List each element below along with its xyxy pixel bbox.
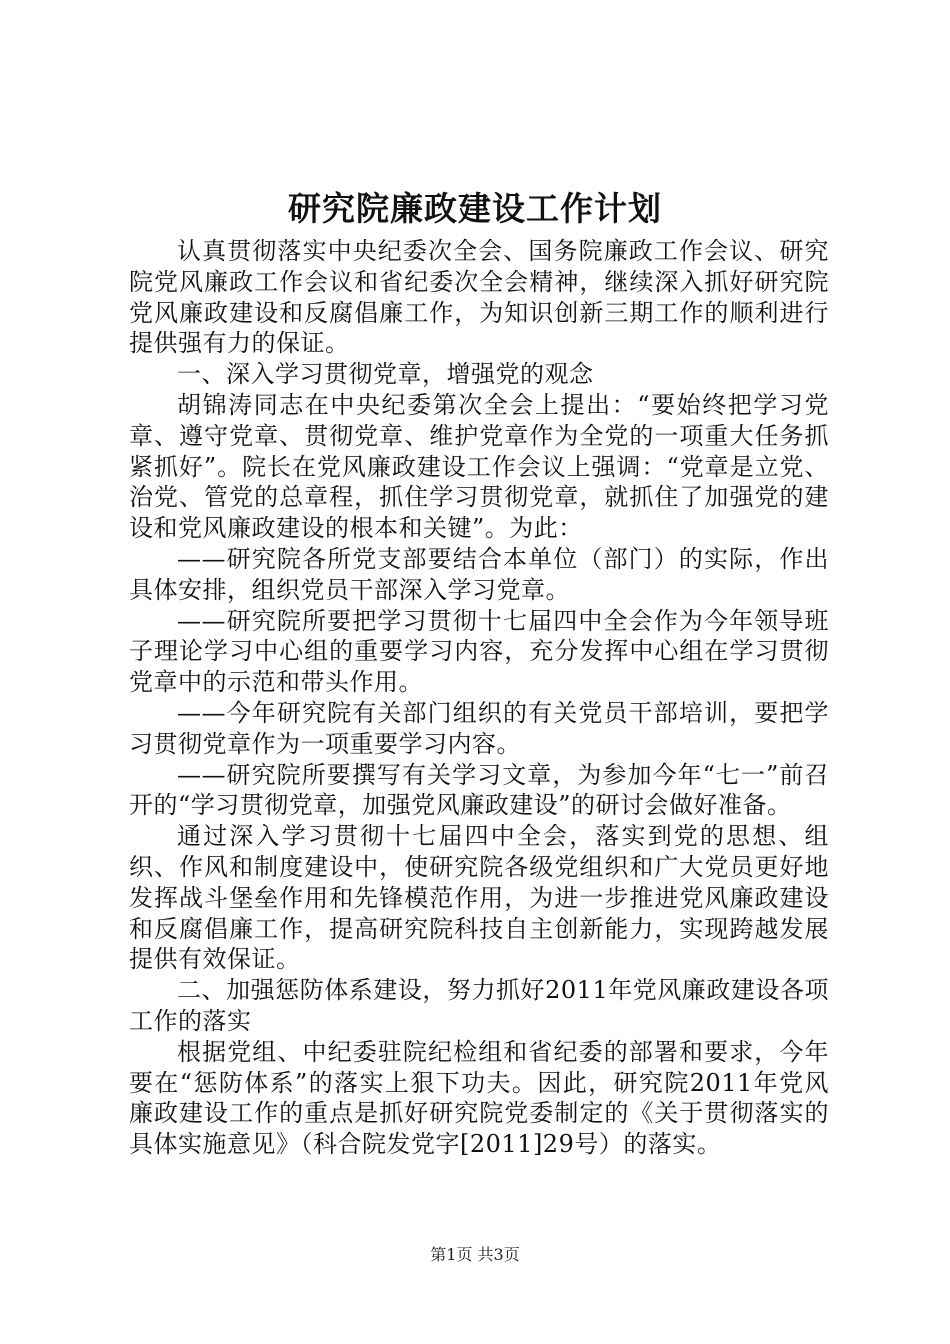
document-title: 研究院廉政建设工作计划 xyxy=(288,189,662,228)
page-number: 第1页 共3页 xyxy=(430,1245,520,1264)
paragraph-intro: 认真贯彻落实中央纪委次全会、国务院廉政工作会议、研究院党风廉政工作会议和省纪委次全会精神，继续深入抓好研究院党风廉政建设和反腐倡廉工作，为知识创新三期工作的顺利进行提供强有力的保证。 xyxy=(129,237,829,358)
section-heading-1: 一、深入学习贯彻党章，增强党的观念 xyxy=(177,360,594,389)
paragraph: 根据党组、中纪委驻院纪检组和省纪委的部署和要求，今年要在“惩防体系”的落实上狠下功夫。因此，研究院2011年党风廉政建设工作的重点是抓好研究院党委制定的《关于贯彻落实的具体实施意见》（科合院发党字[2011]29号）的落实。 xyxy=(129,1037,829,1159)
document-body xyxy=(129,236,829,1160)
paragraph: 胡锦涛同志在中央纪委第次全会上提出：“要始终把学习党章、遵守党章、贯彻党章、维护党章作为全党的一项重大任务抓紧抓好”。院长在党风廉政建设工作会议上强调：“党章是立党、治党、管党的总章程，抓住学习贯彻党章，就抓住了加强党的建设和党风廉政建设的根本和关键”。为此： xyxy=(129,390,829,543)
list-item: ——研究院所要把学习贯彻十七届四中全会作为今年领导班子理论学习中心组的重要学习内容，充分发挥中心组在学习贯彻党章中的示范和带头作用。 xyxy=(129,606,829,697)
list-item: ——今年研究院有关部门组织的有关党员干部培训，要把学习贯彻党章作为一项重要学习内容。 xyxy=(129,698,829,758)
section-heading-2: 二、加强惩防体系建设，努力抓好2011年党风廉政建设各项工作的落实 xyxy=(129,976,829,1035)
paragraph: 通过深入学习贯彻十七届四中全会，落实到党的思想、组织、作风和制度建设中，使研究院各级党组织和广大党员更好地发挥战斗堡垒作用和先锋模范作用，为进一步推进党风廉政建设和反腐倡廉工作，提高研究院科技自主创新能力，实现跨越发展提供有效保证。 xyxy=(129,822,829,974)
list-item: ——研究院所要撰写有关学习文章，为参加今年“七一”前召开的“学习贯彻党章，加强党风廉政建设”的研讨会做好准备。 xyxy=(129,760,829,820)
list-item: ——研究院各所党支部要结合本单位（部门）的实际，作出具体安排，组织党员干部深入学习党章。 xyxy=(129,544,829,604)
